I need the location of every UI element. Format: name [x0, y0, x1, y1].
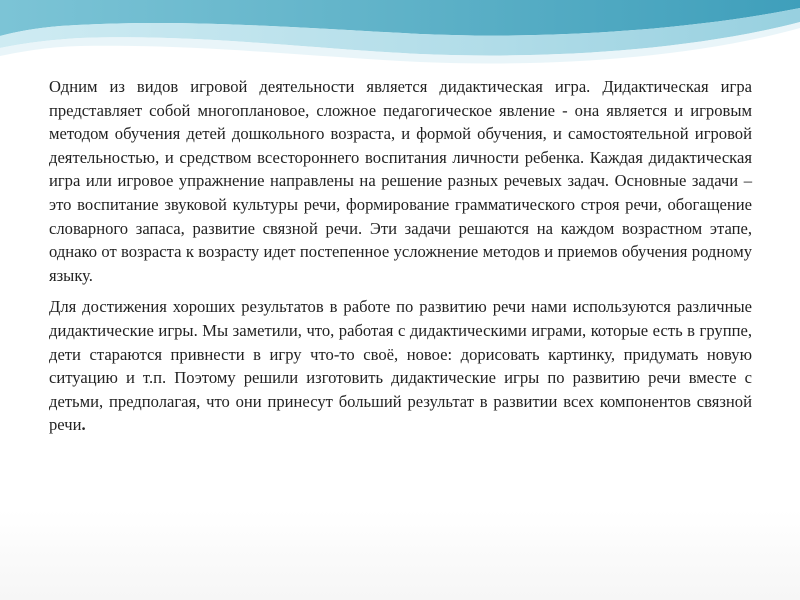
paragraph-2-end: .: [81, 415, 86, 435]
header-wave-decoration: [0, 0, 800, 75]
paragraph-2: [49, 295, 752, 437]
paragraph-2-text: Для достижения хороших результатов в работе по развитию речи нами используются различные дидактические игры. Мы заметили, что, работая с дидактическими играми, которые есть в группе, дети стараются привнести в игру что-то своё, новое: дорисовать картинку, придумать новую ситуацию и т.п. Поэтому решили изготовить дидактические игры по развитию речи вместе с детьми, предполагая, что они принесут больший результат в развитии всех компонентов связной речи: [49, 297, 752, 435]
content-text-box: [49, 75, 752, 437]
paragraph-1: Одним из видов игровой деятельности является дидактическая игра. Дидактическая игра представляет собой многоплановое, сложное педагогическое явление - она является и игровым методом обучения детей дошкольного возраста, и формой обучения, и самостоятельной игровой деятельностью, и средством всестороннего воспитания личности ребенка. Каждая дидактическая игра или игровое упражнение направлены на решение разных речевых задач. Основные задачи – это воспитание звуковой культуры речи, формирование грамматического строя речи, обогащение словарного запаса, развитие связной речи. Эти задачи решаются на каждом возрастном этапе, однако от возраста к возрасту идет постепенное усложнение методов и приемов обучения родному языку.: [49, 77, 752, 285]
